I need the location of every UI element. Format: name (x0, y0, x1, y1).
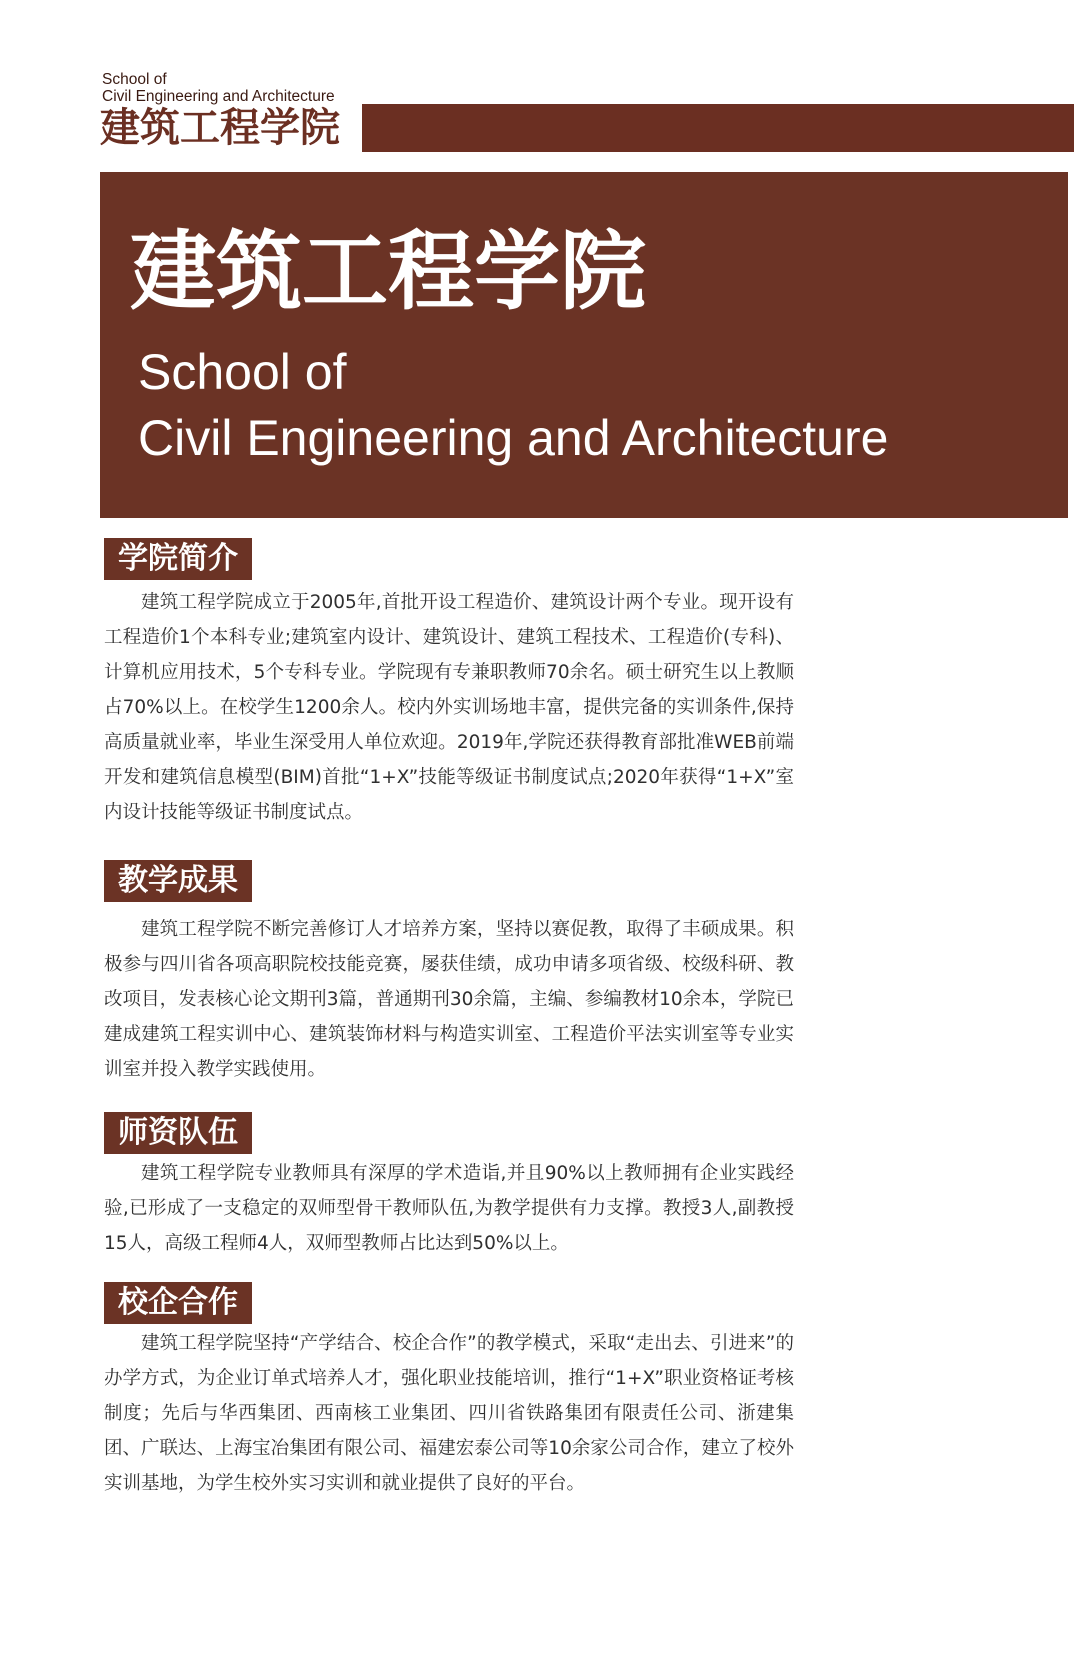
section-body-faculty: 建筑工程学院专业教师具有深厚的学术造诣,并且90%以上教师拥有企业实践经验,已形成了一支稳定的双师型骨干教师队伍,为教学提供有力支撑。教授3人,副教授15人，高级工程师4人，双师型教师占比达到50%以上。 (104, 1163, 794, 1254)
section-title-teaching-results: 教学成果 (104, 860, 252, 902)
header-accent-bar (362, 104, 1074, 152)
header-english-line2: Civil Engineering and Architecture (102, 88, 335, 105)
header-english-name (102, 71, 335, 105)
header-chinese-name: 建筑工程学院 (100, 105, 340, 151)
section-body-intro: 建筑工程学院成立于2005年,首批开设工程造价、建筑设计两个专业。现开设有工程造价1个本科专业;建筑室内设计、建筑设计、建筑工程技术、工程造价(专科)、计算机应用技术，5个专科专业。学院现有专兼职教师70余名。硕士研究生以上教顺占70%以上。在校学生1200余人。校内外实训场地丰富，提供完备的实训条件,保持高质量就业率，毕业生深受用人单位欢迎。2019年,学院还获得教育部批准WEB前端开发和建筑信息模型(BIM)首批“1+X”技能等级证书制度试点;2020年获得“1+X”室内设计技能等级证书制度试点。 (104, 592, 794, 823)
section-title-cooperation: 校企合作 (104, 1282, 252, 1324)
section-body-cooperation: 建筑工程学院坚持“产学结合、校企合作”的教学模式，采取“走出去、引进来”的办学方式，为企业订单式培养人才，强化职业技能培训，推行“1+X”职业资格证考核制度；先后与华西集团、西南核工业集团、四川省铁路集团有限责任公司、浙建集团、广联达、上海宝冶集团有限公司、福建宏泰公司等10余家公司合作，建立了校外实训基地，为学生校外实习实训和就业提供了良好的平台。 (104, 1333, 794, 1494)
section-title-intro: 学院简介 (104, 538, 252, 580)
hero-banner (100, 172, 1068, 518)
hero-english-line1: School of (138, 344, 347, 400)
hero-english-line2: Civil Engineering and Architecture (138, 410, 889, 466)
section-body-teaching-results: 建筑工程学院不断完善修订人才培养方案，坚持以赛促教，取得了丰硕成果。积极参与四川省各项高职院校技能竞赛，屡获佳绩，成功申请多项省级、校级科研、教改项目，发表核心论文期刊3篇，普通期刊30余篇，主编、参编教材10余本，学院已建成建筑工程实训中心、建筑装饰材料与构造实训室、工程造价平法实训室等专业实训室并投入教学实践使用。 (104, 919, 794, 1080)
header-english-line1: School of (102, 71, 167, 88)
hero-chinese-title: 建筑工程学院 (130, 222, 646, 322)
section-title-faculty: 师资队伍 (104, 1112, 252, 1154)
